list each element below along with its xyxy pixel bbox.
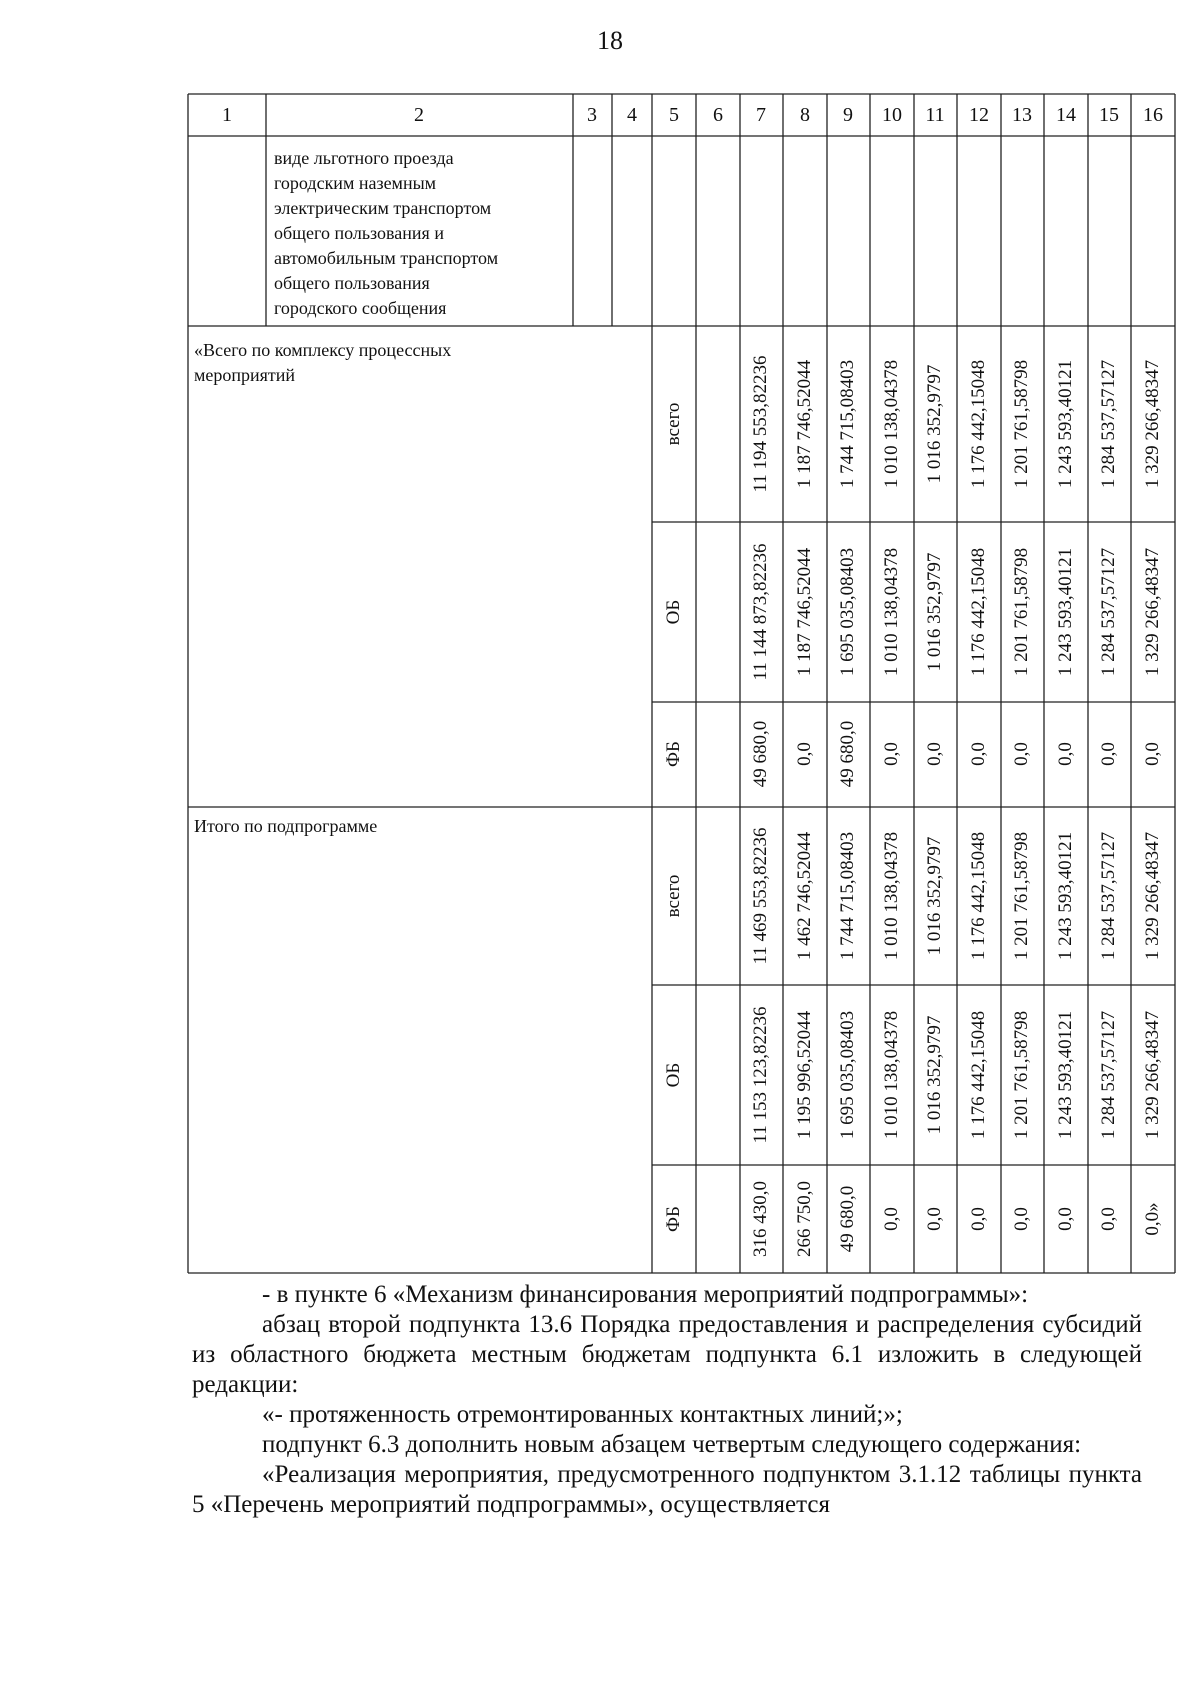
description-line: общего пользования — [274, 273, 430, 293]
column-header-12: 12 — [969, 104, 989, 126]
page-number: 18 — [597, 26, 623, 55]
block-label-subprogram-total: Итого по подпрограмме — [194, 816, 378, 836]
description-line: виде льготного проезда — [274, 148, 454, 168]
measure-description — [274, 146, 574, 321]
body-text — [192, 1280, 1142, 1520]
column-header-10: 10 — [882, 104, 902, 126]
block-label-total-processes: «Всего по комплексу процессных мероприятий — [194, 340, 452, 385]
column-header-6: 6 — [713, 104, 723, 126]
description-line: городского сообщения — [274, 298, 447, 318]
paragraph: - в пункте 6 «Механизм финансирования мероприятий подпрограммы»: — [262, 1281, 1029, 1308]
column-header-14: 14 — [1056, 104, 1076, 126]
column-header-15: 15 — [1099, 104, 1119, 126]
column-header-7: 7 — [756, 104, 766, 126]
paragraph: «Реализация мероприятия, предусмотренного подпунктом 3.1.12 таблицы пункта 5 «Перечень мероприятий подпрограммы», осуществляется — [192, 1461, 1142, 1518]
column-header-9: 9 — [843, 104, 853, 126]
column-header-16: 16 — [1143, 104, 1163, 126]
column-header-11: 11 — [925, 104, 945, 126]
column-header-1: 1 — [222, 104, 232, 126]
column-header-4: 4 — [627, 104, 637, 126]
paragraph: «- протяженность отремонтированных контактных линий;»; — [262, 1401, 903, 1428]
column-header-3: 3 — [587, 104, 597, 126]
column-header-13: 13 — [1012, 104, 1032, 126]
column-header-8: 8 — [800, 104, 810, 126]
paragraph: подпункт 6.3 дополнить новым абзацем четвертым следующего содержания: — [262, 1431, 1082, 1458]
paragraph: абзац второй подпункта 13.6 Порядка предоставления и распределения субсидий из областного бюджета местным бюджетам подпункта 6.1 изложить в следующей редакции: — [192, 1311, 1142, 1398]
column-header-2: 2 — [414, 104, 424, 126]
description-line: автомобильным транспортом — [274, 248, 499, 268]
description-line: городским наземным — [274, 173, 437, 193]
column-header-5: 5 — [669, 104, 679, 126]
description-line: электрическим транспортом — [274, 198, 492, 218]
description-line: общего пользования и — [274, 223, 444, 243]
